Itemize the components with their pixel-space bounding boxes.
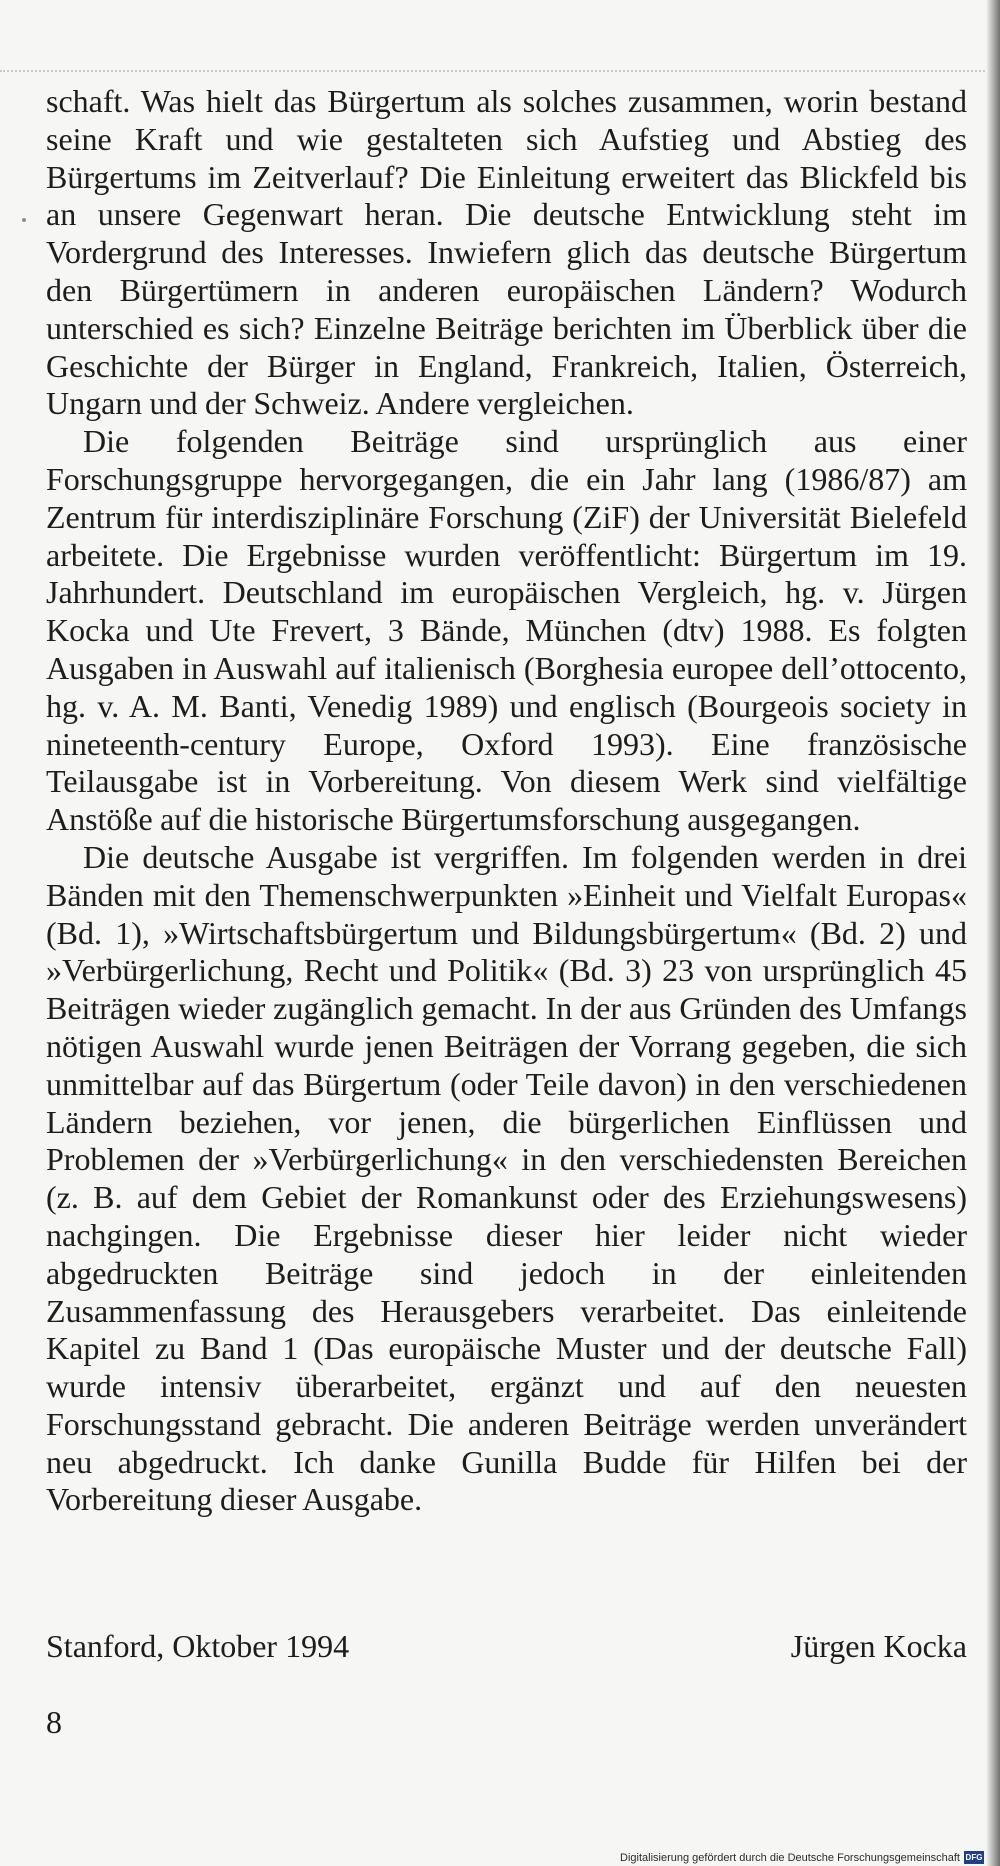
scan-speck (22, 218, 26, 222)
paragraph-1: schaft. Was hielt das Bürgertum als solches zusammen, worin bestand seine Kraft und wie gestalteten sich Aufstieg und Abstieg des Bürgertums im Zeitverlauf? Die Einleitung erweitert das Blickfeld bis an unsere Gegenwart heran. Die deutsche Entwicklung steht im Vordergrund des Interesses. Inwiefern glich das deutsche Bürgertum den Bürgertümern in anderen europäischen Ländern? Wodurch unterschied es sich? Einzelne Beiträge berichten im Überblick über die Geschichte der Bürger in England, Frankreich, Italien, Österreich, Ungarn und der Schweiz. Andere vergleichen. (46, 83, 967, 422)
page-edge-shadow (986, 0, 1000, 1866)
author-name: Jürgen Kocka (790, 1628, 967, 1664)
body-text (46, 83, 967, 1519)
dfg-logo: DFG (965, 1853, 983, 1862)
paragraph-3: Die deutsche Ausgabe ist vergriffen. Im folgenden werden in drei Bänden mit den Themenschwerpunkten »Einheit und Vielfalt Europas« (Bd. 1), »Wirtschaftsbürgertum und Bildungsbürgertum« (Bd. 2) und »Verbürgerlichung, Recht und Politik« (Bd. 3) 23 von ursprünglich 45 Beiträgen wieder zugänglich gemacht. In der aus Gründen des Umfangs nötigen Auswahl wurde jenen Beiträgen der Vorrang gegeben, die sich unmittelbar auf das Bürgertum (oder Teile davon) in den verschiedenen Ländern beziehen, vor jenen, die bürgerlichen Einflüssen und Problemen der »Verbürgerlichung« in den verschiedensten Bereichen (z. B. auf dem Gebiet der Romankunst oder des Erziehungswesens) nachgingen. Die Ergebnisse dieser hier leider nicht wieder abgedruckten Beiträge sind jedoch in der einleitenden Zusammenfassung des Herausgebers verarbeitet. Das einleitende Kapitel zu Band 1 (Das europäische Muster und der deutsche Fall) wurde intensiv überarbeitet, ergänzt und auf den neuesten Forschungsstand gebracht. Die anderen Beiträge werden unverändert neu abgedruckt. Ich danke Gunilla Budde für Hilfen bei der Vorbereitung dieser Ausgabe. (46, 838, 967, 1518)
digitization-credit: Digitalisierung gefördert durch die Deutsche Forschungsgemeinschaft (620, 1852, 960, 1864)
paragraph-2: Die folgenden Beiträge sind ursprünglich aus einer Forschungsgruppe hervorgegangen, die ein Jahr lang (1986/87) am Zentrum für interdisziplinäre Forschung (ZiF) der Universität Bielefeld arbeitete. Die Ergebnisse wurden veröffentlicht: Bürgertum im 19. Jahrhundert. Deutschland im europäischen Vergleich, hg. v. Jürgen Kocka und Ute Frevert, 3 Bände, München (dtv) 1988. Es folgten Ausgaben in Auswahl auf italienisch (Borghesia europee dell’ottocento, hg. v. A. M. Banti, Venedig 1989) und englisch (Bourgeois society in nineteenth-century Europe, Oxford 1993). Eine französische Teilausgabe ist in Vorbereitung. Von diesem Werk sind vielfältige Anstöße auf die historische Bürgertumsforschung ausgegangen. (46, 423, 967, 838)
signature-line (46, 1628, 967, 1668)
place-date: Stanford, Oktober 1994 (46, 1628, 350, 1664)
page-number: 8 (46, 1704, 62, 1740)
page-top-dotted-rule (0, 70, 985, 72)
